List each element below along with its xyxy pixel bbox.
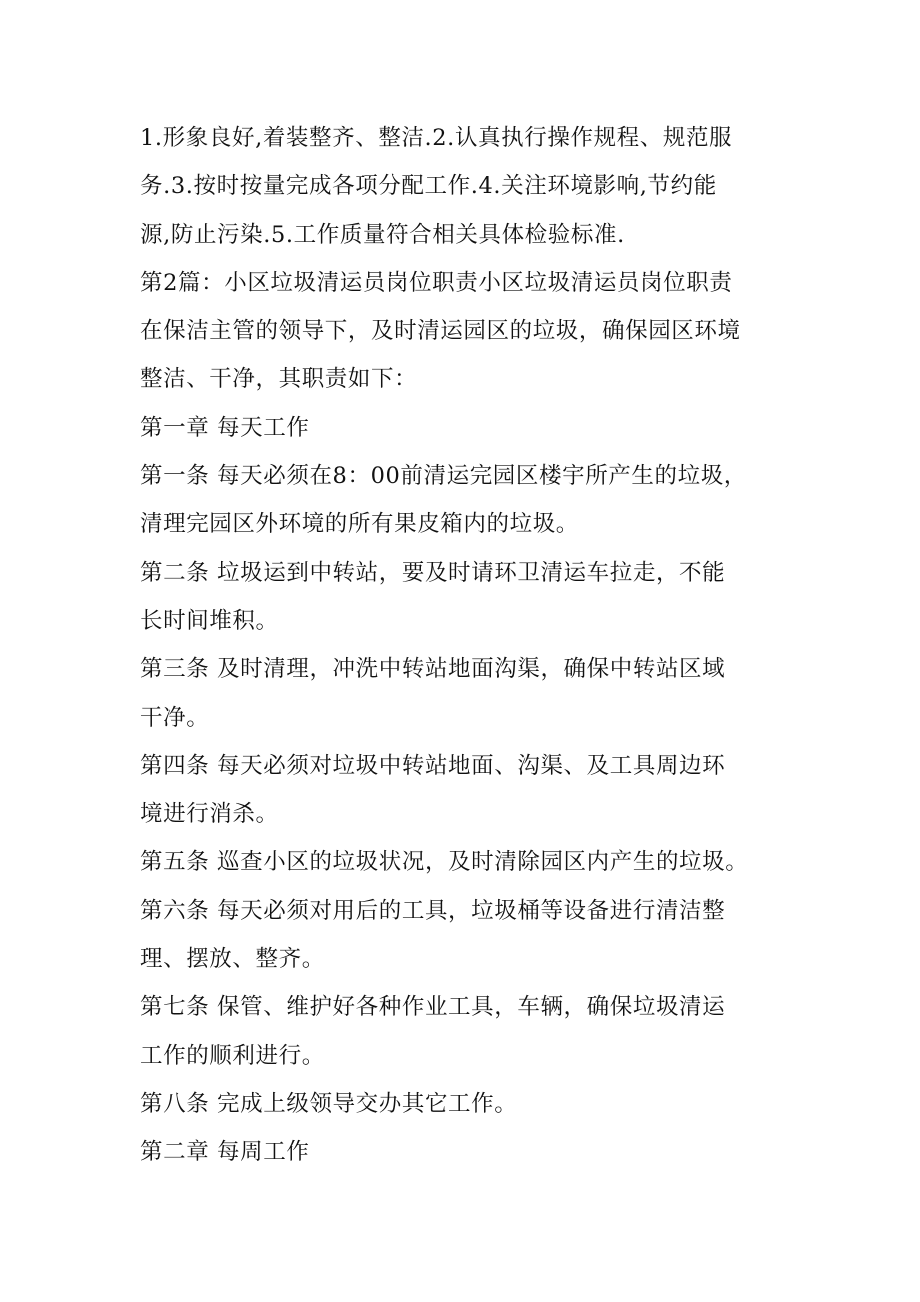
text-line-1: 1.形象良好,着装整齐、整洁.2.认真执行操作规程、规范服 (140, 125, 733, 151)
text-line-20: 工作的顺利进行。 (140, 1042, 325, 1069)
text-line-5: 在保洁主管的领导下，及时清运园区的垃圾，确保园区环境 (140, 318, 741, 345)
text-line-2: 务.3.按时按量完成各项分配工作.4.关注环境影响,节约能 (140, 173, 717, 200)
text-line-18: 理、摆放、整齐。 (140, 946, 325, 973)
text-line-12: 第三条 及时清理，冲洗中转站地面沟渠，确保中转站区域 (140, 656, 726, 683)
text-line-4: 第2篇：小区垃圾清运员岗位职责小区垃圾清运员岗位职责 (140, 269, 733, 296)
document-body (140, 114, 800, 1177)
text-line-9: 清理完园区外环境的所有果皮箱内的垃圾。 (140, 511, 579, 538)
text-line-3: 源,防止污染.5.工作质量符合相关具体检验标准. (140, 221, 625, 248)
chapter-heading-2: 第二章 每周工作 (140, 1139, 310, 1166)
text-line-14: 第四条 每天必须对垃圾中转站地面、沟渠、及工具周边环 (140, 752, 726, 779)
text-line-11: 长时间堆积。 (140, 607, 279, 634)
text-line-8: 第一条 每天必须在8：00前清运完园区楼宇所产生的垃圾， (140, 463, 747, 490)
text-line-6: 整洁、干净，其职责如下： (140, 366, 418, 393)
text-line-15: 境进行消杀。 (140, 801, 279, 828)
text-line-10: 第二条 垃圾运到中转站，要及时请环卫清运车拉走，不能 (140, 559, 726, 586)
chapter-heading-1: 第一章 每天工作 (140, 414, 310, 441)
text-line-17: 第六条 每天必须对用后的工具，垃圾桶等设备进行清洁整 (140, 897, 726, 924)
text-line-21: 第八条 完成上级领导交办其它工作。 (140, 1090, 518, 1117)
text-line-16: 第五条 巡查小区的垃圾状况，及时清除园区内产生的垃圾。 (140, 849, 749, 876)
text-line-19: 第七条 保管、维护好各种作业工具，车辆，确保垃圾清运 (140, 994, 726, 1021)
text-line-13: 干净。 (140, 704, 210, 731)
